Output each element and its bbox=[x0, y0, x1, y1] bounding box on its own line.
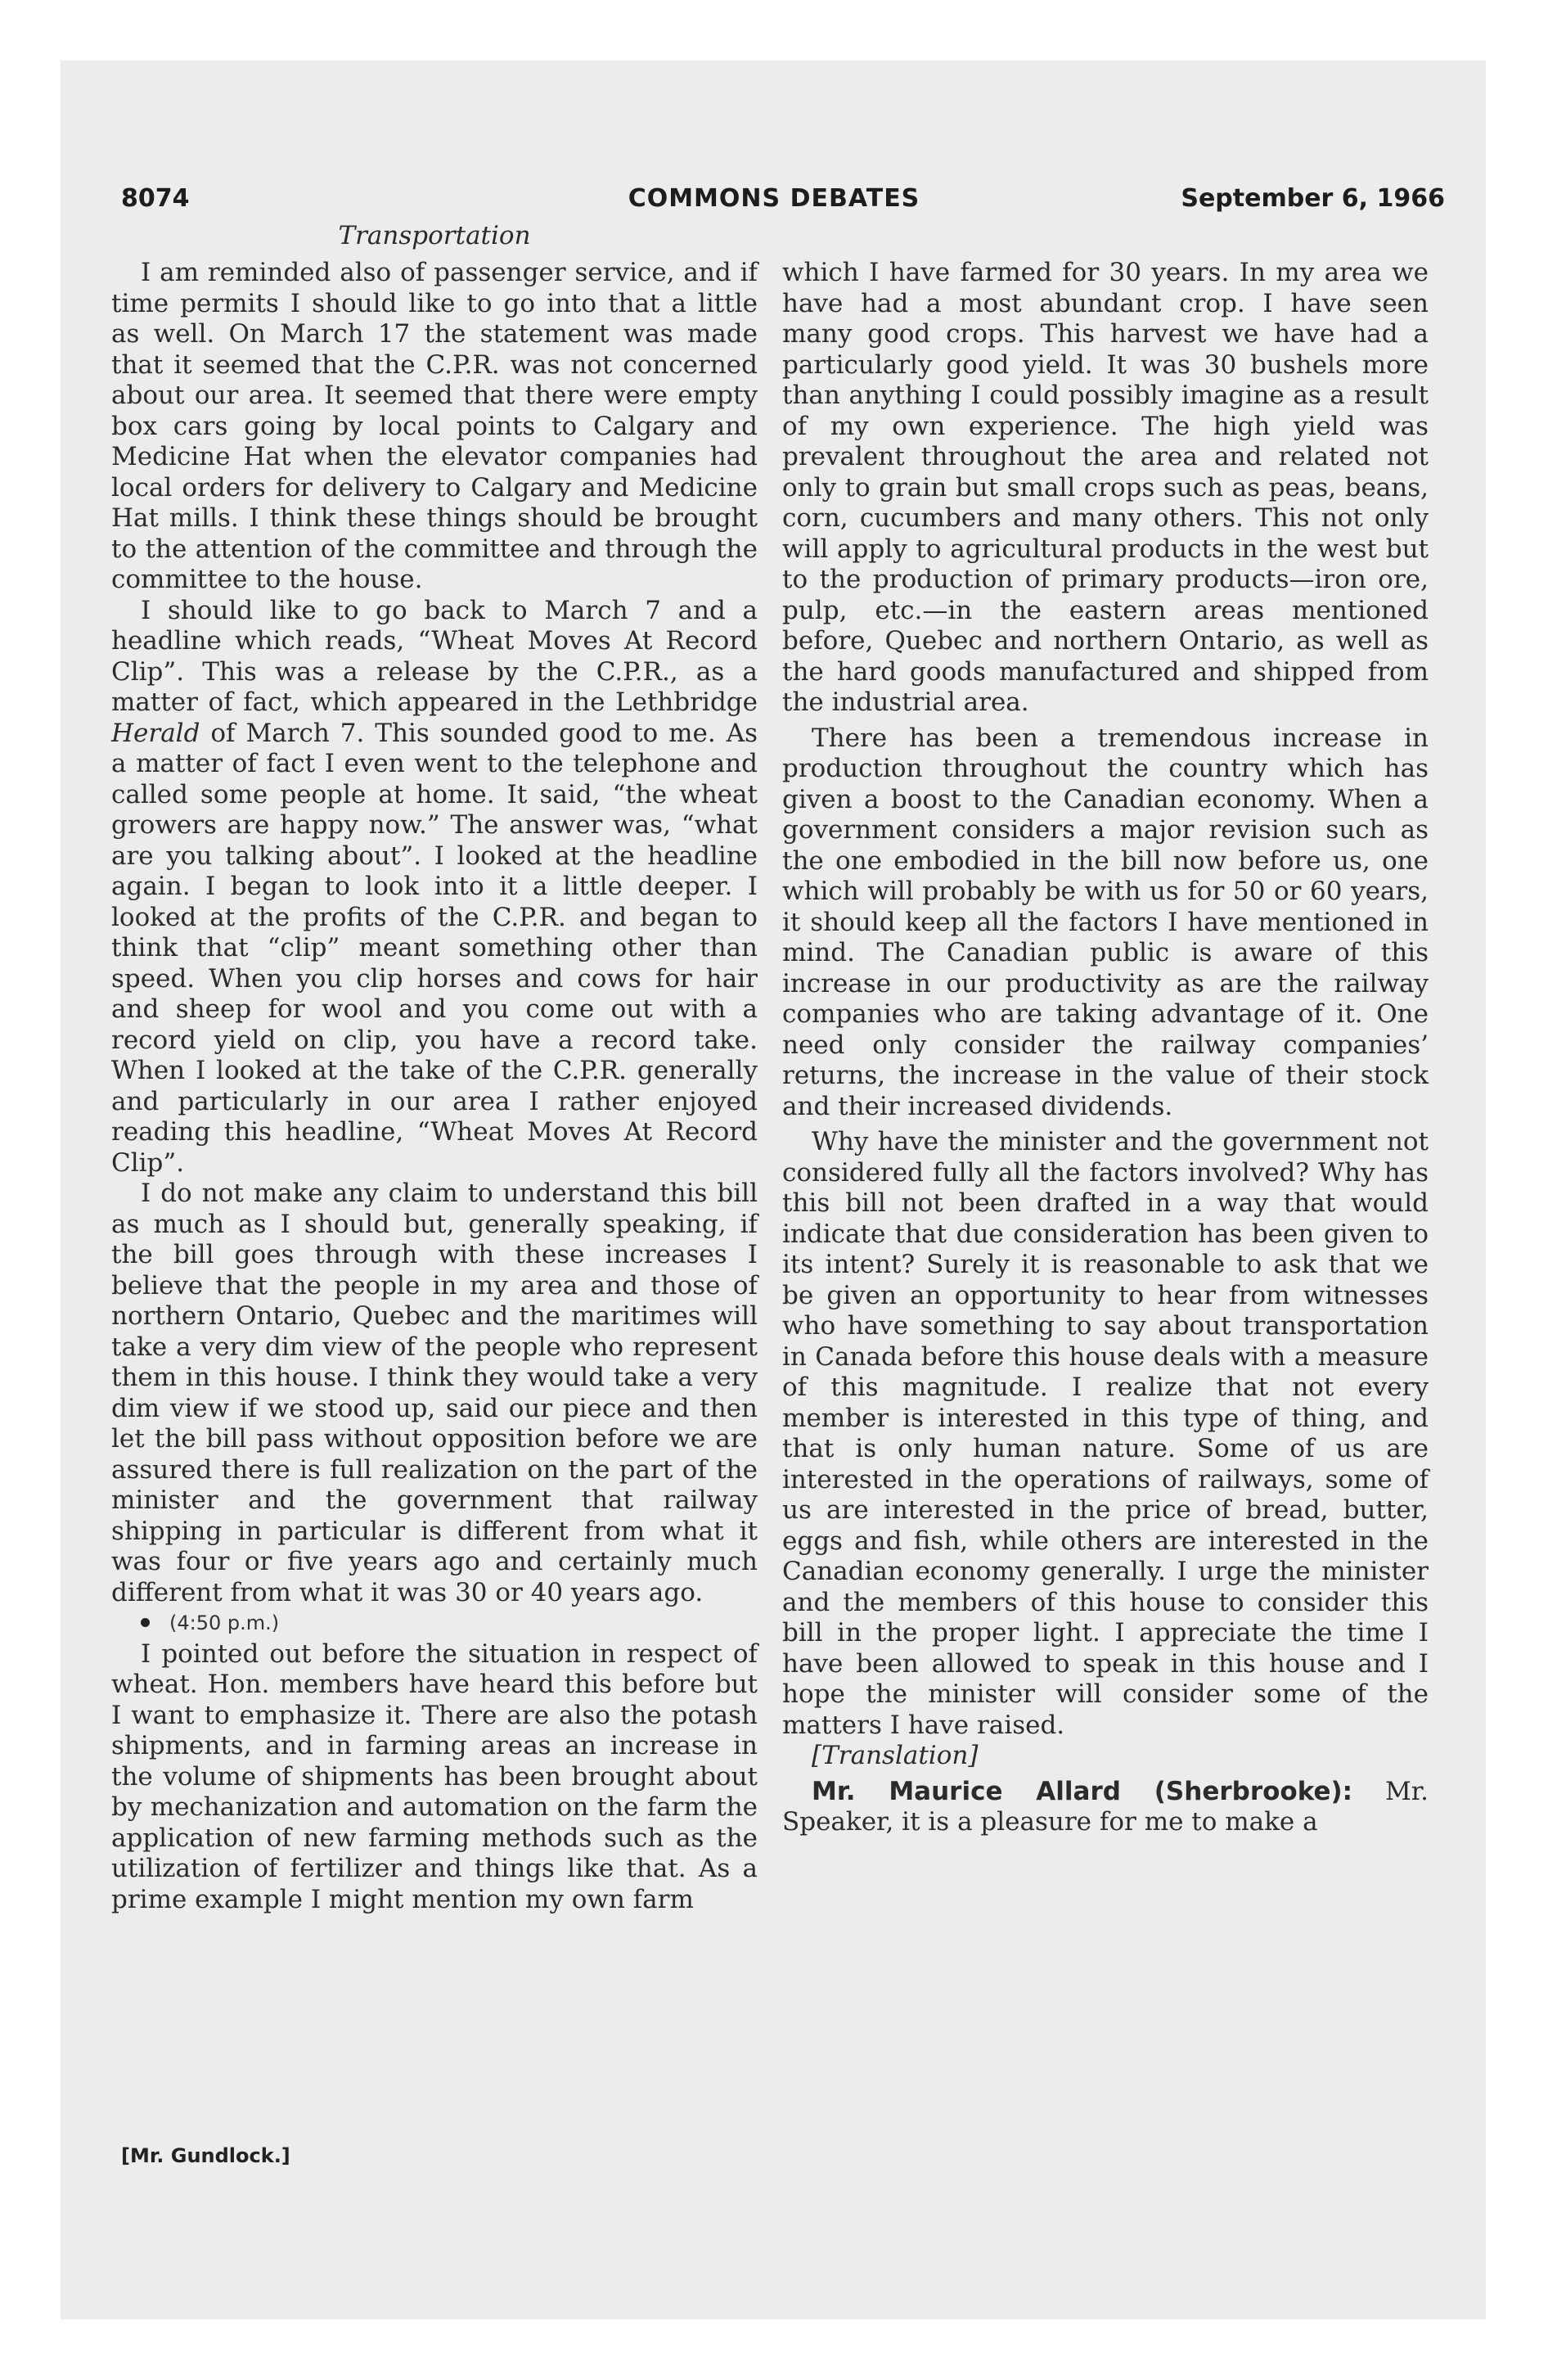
timestamp-text: (4:50 p.m.) bbox=[169, 1611, 280, 1634]
page-title: COMMONS DEBATES bbox=[628, 184, 920, 213]
page-number: 8074 bbox=[121, 184, 190, 213]
paragraph-text: Mr. Speaker, it is a pleasure for me to make a bbox=[782, 1776, 1429, 1837]
section-heading: Transportation bbox=[338, 221, 531, 250]
paragraph: There has been a tremendous increase in production throughout the country which has given a boost to the Canadian economy. When a government considers a major revision such as the one embodied in the bill now before us, one which will probably be with us for 50 or 60 years, it should keep all the factors I have mentioned in mind. The Canadian public is aware of this increase in our productivity as are the railway companies who are taking advantage of it. One need only consider the railway companies’ returns, the increase in the value of their stock and their increased dividends. bbox=[782, 723, 1429, 1121]
right-column bbox=[782, 258, 1429, 1838]
speaker-name: Mr. Maurice Allard (Sherbrooke): bbox=[812, 1776, 1353, 1806]
newspaper-name: Herald bbox=[111, 718, 200, 748]
paragraph-text: of March 7. This sounded good to me. As a matter of fact I even went to the telephone and called some people at home. It said, “the wheat growers are happy now.” The answer was, “what are you talking about”. I looked at the headline again. I began to look into it a little deeper. I looked at the profits of the C.P.R. and began to think that “clip” meant something other than speed. When you clip horses and cows for hair and sheep for wool and you come out with a record yield on clip, you have a record take. When I looked at the take of the C.P.R. generally and particularly in our area I rather enjoyed reading this headline, “Wheat Moves At Record Clip”. bbox=[111, 718, 758, 1178]
page-date: September 6, 1966 bbox=[1181, 184, 1445, 213]
left-column bbox=[111, 258, 758, 1915]
paragraph: I pointed out before the situation in respect of wheat. Hon. members have heard this before but I want to emphasize it. There are also the potash shipments, and in farming areas an increase in the volume of shipments has been brought about by mechanization and automation on the farm the application of new farming methods such as the utilization of fertilizer and things like that. As a prime example I might mention my own farm bbox=[111, 1639, 758, 1914]
paragraph-text: I should like to go back to March 7 and a headline which reads, “Wheat Moves At Record Clip”. This was a release by the C.P.R., as a matter of fact, which appeared in the Lethbridge bbox=[111, 595, 758, 717]
paragraph bbox=[782, 1777, 1429, 1838]
paragraph: I am reminded also of passenger service, and if time permits I should like to go into that a little as well. On March 17 the statement was made that it seemed that the C.P.R. was not concerned about our area. It seemed that there were empty box cars going by local points to Calgary and Medicine Hat when the elevator companies had local orders for delivery to Calgary and Medicine Hat mills. I think these things should be brought to the attention of the committee and through the committee to the house. bbox=[111, 258, 758, 594]
footer-speaker-ref: [Mr. Gundlock.] bbox=[121, 2144, 290, 2167]
translation-note: [Translation] bbox=[812, 1741, 979, 1770]
paragraph: I do not make any claim to understand this bill as much as I should but, generally speaking, if the bill goes through with these increases I believe that the people in my area and those of northern Ontario, Quebec and the maritimes will take a very dim view of the people who represent them in this house. I think they would take a very dim view if we stood up, said our piece and then let the bill pass without opposition before we are assured there is full realization on the part of the minister and the government that railway shipping in particular is different from what it was four or five years ago and certainly much different from what it was 30 or 40 years ago. bbox=[111, 1179, 758, 1607]
paragraph: Why have the minister and the government not considered fully all the factors involved? Why has this bill not been drafted in a way that would indicate that due consideration has been given to its intent? Surely it is reasonable to ask that we be given an opportunity to hear from witnesses who have something to say about transportation in Canada before this house deals with a measure of this magnitude. I realize that not every member is interested in this type of thing, and that is only human nature. Some of us are interested in the operations of railways, some of us are interested in the price of bread, butter, eggs and fish, while others are interested in the Canadian economy generally. I urge the minister and the members of this house to consider this bill in the proper light. I appreciate the time I have been allowed to speak in this house and I hope the minister will consider some of the matters I have raised. bbox=[782, 1127, 1429, 1740]
paragraph bbox=[111, 596, 758, 1179]
bullet-icon bbox=[141, 1618, 150, 1627]
timestamp bbox=[111, 1608, 758, 1639]
paragraph: which I have farmed for 30 years. In my area we have had a most abundant crop. I have seen many good crops. This harvest we have had a particularly good yield. It was 30 bushels more than anything I could possibly imagine as a result of my own experience. The high yield was prevalent throughout the area and related not only to grain but small crops such as peas, beans, corn, cucumbers and many others. This not only will apply to agricultural products in the west but to the production of primary products—iron ore, pulp, etc.—in the eastern areas mentioned before, Quebec and northern Ontario, as well as the hard goods manufactured and shipped from the industrial area. bbox=[782, 258, 1429, 717]
